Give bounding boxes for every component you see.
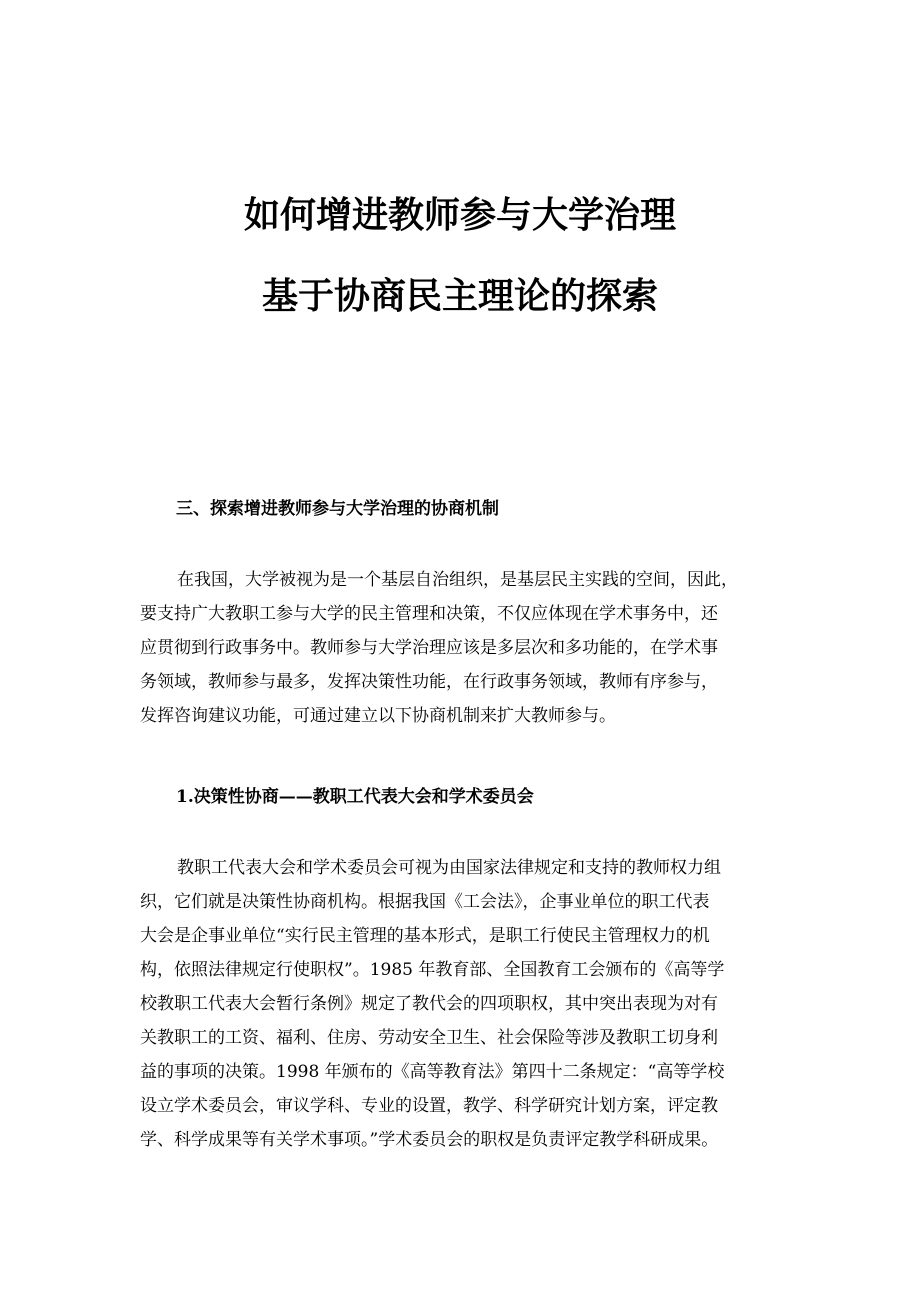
document-title: 如何增进教师参与大学治理 (243, 194, 676, 236)
paragraph-line: 构，依照法律规定行使职权”。1985 年教育部、全国教育工会颁布的《高等学 (140, 960, 725, 980)
paragraph-intro (140, 563, 780, 733)
paragraph-line: 校教职工代表大会暂行条例》规定了教代会的四项职权，其中突出表现为对有 (140, 994, 718, 1014)
paragraph-line: 大会是企事业单位“实行民主管理的基本形式，是职工行使民主管理权力的机 (140, 926, 710, 946)
section-heading: 三、探索增进教师参与大学治理的协商机制 (176, 499, 499, 519)
paragraph-line: 要支持广大教职工参与大学的民主管理和决策，不仅应体现在学术事务中，还 (140, 604, 718, 624)
paragraph-decision-consultation (140, 851, 780, 1157)
paragraph-line: 学、科学成果等有关学术事项。”学术委员会的职权是负责评定教学科研成果。 (140, 1130, 719, 1150)
paragraph-line: 应贯彻到行政事务中。教师参与大学治理应该是多层次和多功能的，在学术事 (140, 638, 718, 658)
paragraph-line: 设立学术委员会，审议学科、专业的设置，教学、科学研究计划方案，评定教 (140, 1096, 718, 1116)
paragraph-line: 益的事项的决策。1998 年颁布的《高等教育法》第四十二条规定：“高等学校 (140, 1062, 725, 1082)
paragraph-line: 教职工代表大会和学术委员会可视为由国家法律规定和支持的教师权力组 (177, 858, 721, 878)
paragraph-line: 在我国，大学被视为是一个基层自治组织，是基层民主实践的空间，因此， (177, 570, 738, 590)
paragraph-line: 务领域，教师参与最多，发挥决策性功能，在行政事务领域，教师有序参与， (140, 672, 718, 692)
paragraph-line: 织，它们就是决策性协商机构。根据我国《工会法》，企事业单位的职工代表 (140, 892, 710, 912)
document-subtitle: 基于协商民主理论的探索 (261, 275, 658, 317)
paragraph-line: 发挥咨询建议功能，可通过建立以下协商机制来扩大教师参与。 (140, 706, 616, 726)
paragraph-line: 关教职工的工资、福利、住房、劳动安全卫生、社会保险等涉及教职工切身利 (140, 1028, 718, 1048)
subheading-decision-consultation: 1.决策性协商——教职工代表大会和学术委员会 (176, 787, 534, 807)
